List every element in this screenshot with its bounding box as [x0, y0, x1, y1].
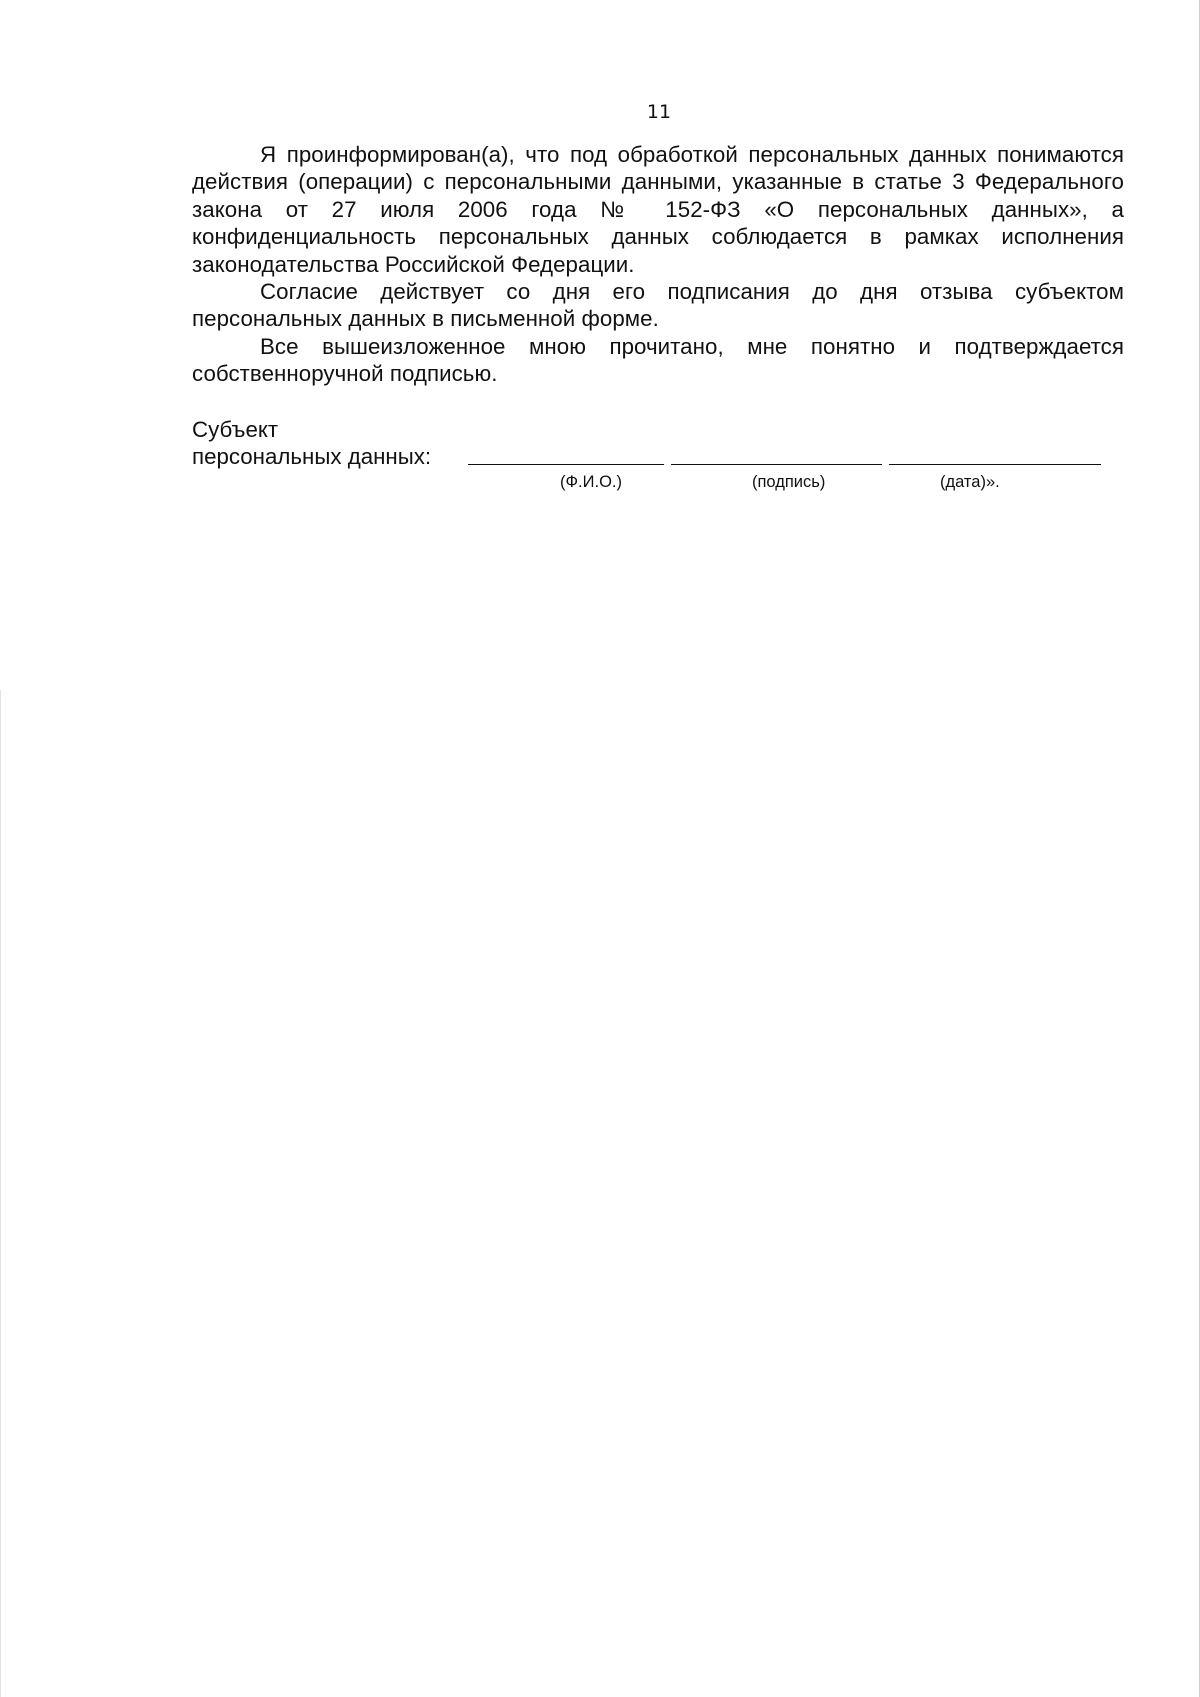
caption-signature: (подпись)	[752, 473, 826, 491]
page-number: 11	[646, 101, 672, 123]
subject-label: Субъект	[192, 417, 279, 442]
signature-blank-line[interactable]	[671, 464, 882, 465]
page-edge-left	[0, 690, 1, 1697]
fio-blank-line[interactable]	[468, 464, 664, 465]
caption-fio: (Ф.И.О.)	[560, 473, 622, 491]
consent-text	[192, 141, 1124, 388]
caption-date: (дата)».	[940, 473, 1000, 491]
paragraph-processing-definition: Я проинформирован(а), что под обработкой персональных данных понимаются действия (операции) с персональными данными, указанные в статье 3 Федерального закона от 27 июля 2006 года № 152-ФЗ «О персональных данных», а конфиденциальность персональных данных соблюдается в рамках исполнения законодательства Российской Федерации.	[192, 142, 1124, 277]
paragraph-confirmation: Все вышеизложенное мною прочитано, мне понятно и подтверждается собственноручной подписью.	[192, 333, 1124, 387]
signature-block	[192, 416, 1124, 471]
subject-label-line2: персональных данных:	[192, 444, 432, 470]
date-blank-line[interactable]	[889, 464, 1101, 465]
paragraph-consent-validity: Согласие действует со дня его подписания до дня отзыва субъектом персональных данных в письменной форме.	[192, 279, 1124, 332]
signature-line-row	[192, 443, 1124, 470]
